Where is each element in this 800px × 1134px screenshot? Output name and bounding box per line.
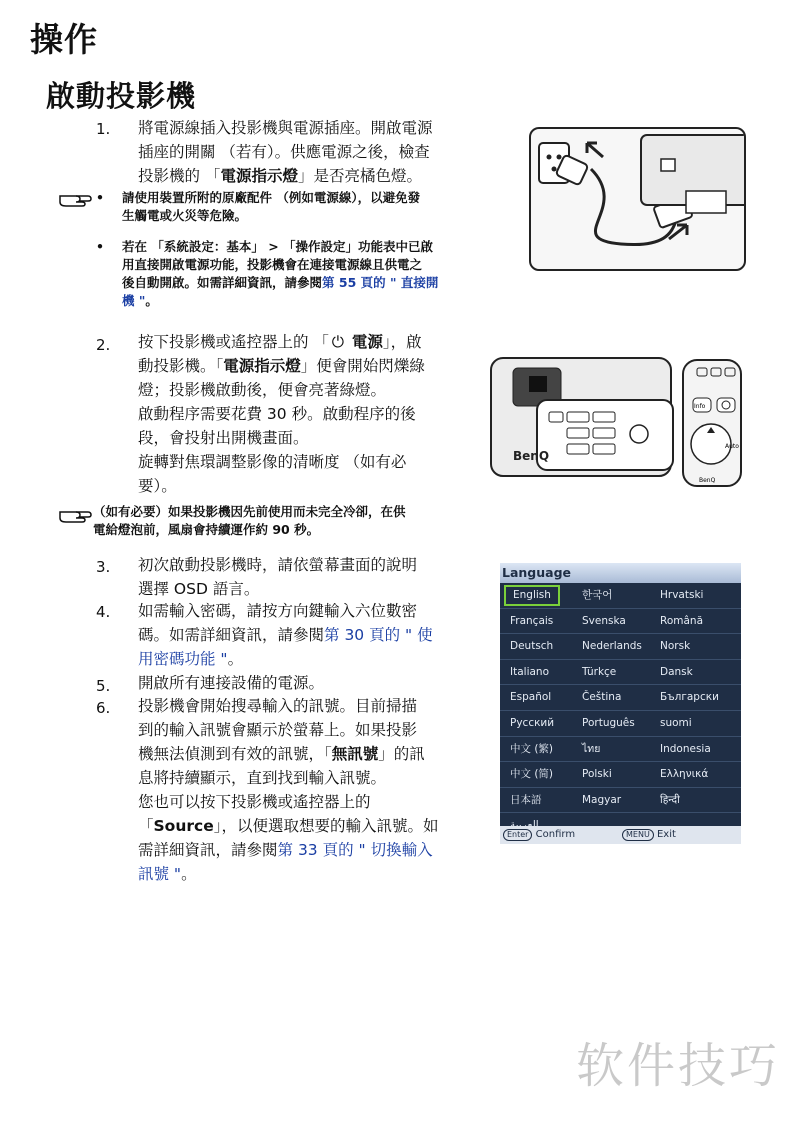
language-option[interactable]: Deutsch [510, 640, 554, 653]
language-row [500, 634, 741, 660]
language-row [500, 609, 741, 635]
language-option[interactable]: 中文 (简) [510, 768, 554, 781]
language-option[interactable]: Polski [582, 768, 612, 781]
language-row [500, 685, 741, 711]
step-6-number: 6. [96, 699, 111, 717]
language-menu-title: Language [500, 563, 741, 583]
language-option[interactable]: 한국어 [582, 589, 613, 601]
language-row [500, 711, 741, 737]
step-4-text: 如需輸入密碼，請按方向鍵輸入六位數密 碼。如需詳細資訊，請參閱第 30 頁的 " 使 用密碼功能 "。 [138, 602, 433, 668]
note-direct-power-on: 若在 「系統設定：基本」 > 「操作設定」功能表中已啟 用直接開啟電源功能，投影機會在連接電源線且供電之 後自動開啟。如需詳細資訊，請參閱第 55 頁的 " 直接開 機 "。 [122, 239, 439, 308]
remote-auto-label: Auto [725, 443, 739, 450]
step-2-text: 按下投影機或遙控器上的 「 ⏻ 電源」，啟 動投影機。「電源指示燈」便會開始閃爍綠 燈；投影機啟動後，便會亮著綠燈。 啟動程序需要花費 30 秒。啟動程序的後 段，會投射出開機畫面。 旋轉對焦環調整影像的清晰度 （如有必 要）。 [138, 330, 488, 498]
language-option[interactable]: English [504, 585, 560, 606]
hand-pointer-icon [58, 190, 92, 212]
language-grid [500, 583, 741, 839]
remote-brand-label: BenQ [699, 477, 716, 484]
direct-power-on-link[interactable]: 第 55 頁的 " 直接開 [322, 275, 439, 290]
language-row [500, 583, 741, 609]
language-option[interactable]: 中文 (繁) [510, 742, 554, 755]
language-option[interactable]: 日本語 [510, 793, 542, 806]
language-option[interactable]: Hrvatski [660, 589, 704, 601]
step-6-text: 投影機會開始搜尋輸入的訊號。目前掃描 到的輸入訊號會顯示於螢幕上。如果投影 機無法偵測到有效的訊號，「無訊號」的訊 息將持續顯示，直到找到輸入訊號。 您也可以按下投影機或遙控器上的 「Source」，以便選取想要的輸入訊號。如 需詳細資訊，請參閱第 33 頁的 " 切換輸入 訊號 "。 [138, 697, 439, 883]
language-option[interactable]: Dansk [660, 665, 693, 678]
language-option[interactable]: ไทย [582, 742, 601, 755]
projector-brand-label: BenQ [513, 449, 550, 463]
step-3-number: 3. [96, 558, 111, 576]
language-option[interactable]: Svenska [582, 614, 626, 627]
language-option[interactable]: Italiano [510, 665, 549, 678]
power-icon: ⏻ [331, 333, 345, 351]
projector-remote-illustration [489, 354, 744, 489]
plug-drawing [531, 129, 744, 269]
language-option[interactable]: Română [660, 614, 703, 627]
osd-language-menu [500, 563, 741, 844]
bullet: • [96, 239, 104, 254]
watermark: 软件技巧 [575, 1038, 780, 1094]
language-option[interactable]: Português [582, 716, 635, 729]
language-option[interactable]: Magyar [582, 793, 622, 806]
enter-key-icon: Enter [503, 829, 532, 841]
step-2-number: 2. [96, 336, 111, 354]
note-accessories: 請使用裝置所附的原廠配件 （例如電源線），以避免發 生觸電或火災等危險。 [122, 190, 421, 223]
step-5-number: 5. [96, 677, 111, 695]
language-option[interactable]: Русский [510, 716, 555, 729]
power-cord-illustration [529, 127, 746, 271]
language-option[interactable]: Čeština [582, 691, 622, 704]
chapter-heading: 操作 [30, 20, 98, 59]
hand-pointer-icon [58, 506, 92, 528]
language-option[interactable]: Nederlands [582, 640, 642, 653]
language-row [500, 737, 741, 763]
language-row [500, 660, 741, 686]
language-option[interactable]: Español [510, 691, 552, 704]
language-option[interactable]: Türkçe [582, 665, 617, 678]
direct-power-on-link-cont[interactable]: 機 " [122, 293, 146, 308]
language-row [500, 788, 741, 814]
language-menu-footer [500, 826, 741, 844]
remote-info-label: Info [694, 403, 706, 410]
confirm-label: Confirm [535, 829, 576, 840]
language-option[interactable]: हिन्दी [660, 793, 680, 806]
language-option[interactable]: Български [660, 691, 719, 704]
password-link[interactable]: 第 30 頁的 " 使 [324, 626, 433, 644]
step-1-text: 將電源線插入投影機與電源插座。開啟電源 插座的開關 （若有）。供應電源之後，檢查 投影機的 「電源指示燈」是否亮橘色燈。 [138, 119, 433, 185]
language-option[interactable]: Ελληνικά [660, 768, 709, 781]
bullet: • [96, 190, 104, 205]
exit-label: Exit [656, 829, 676, 840]
step-1-number: 1. [96, 120, 111, 138]
step-4-number: 4. [96, 603, 111, 621]
switch-input-link-cont[interactable]: 訊號 " [138, 865, 182, 883]
language-option[interactable]: Norsk [660, 640, 691, 653]
menu-key-icon: MENU [622, 829, 654, 841]
password-link-cont[interactable]: 用密碼功能 " [138, 650, 228, 668]
switch-input-link[interactable]: 第 33 頁的 " 切換輸入 [277, 841, 433, 859]
section-title: 啟動投影機 [46, 79, 197, 113]
language-option[interactable]: Indonesia [660, 742, 711, 755]
language-option[interactable]: Français [510, 614, 554, 627]
language-row [500, 762, 741, 788]
step-3-text: 初次啟動投影機時，請依螢幕畫面的說明 選擇 OSD 語言。 [138, 556, 418, 598]
step-5-text: 開啟所有連接設備的電源。 [138, 674, 325, 692]
note-fan-cooling: （如有必要）如果投影機因先前使用而未完全冷卻，在供 電給燈泡前，風扇會持續運作約 90 秒。 [93, 504, 406, 537]
language-option[interactable]: suomi [660, 716, 692, 729]
